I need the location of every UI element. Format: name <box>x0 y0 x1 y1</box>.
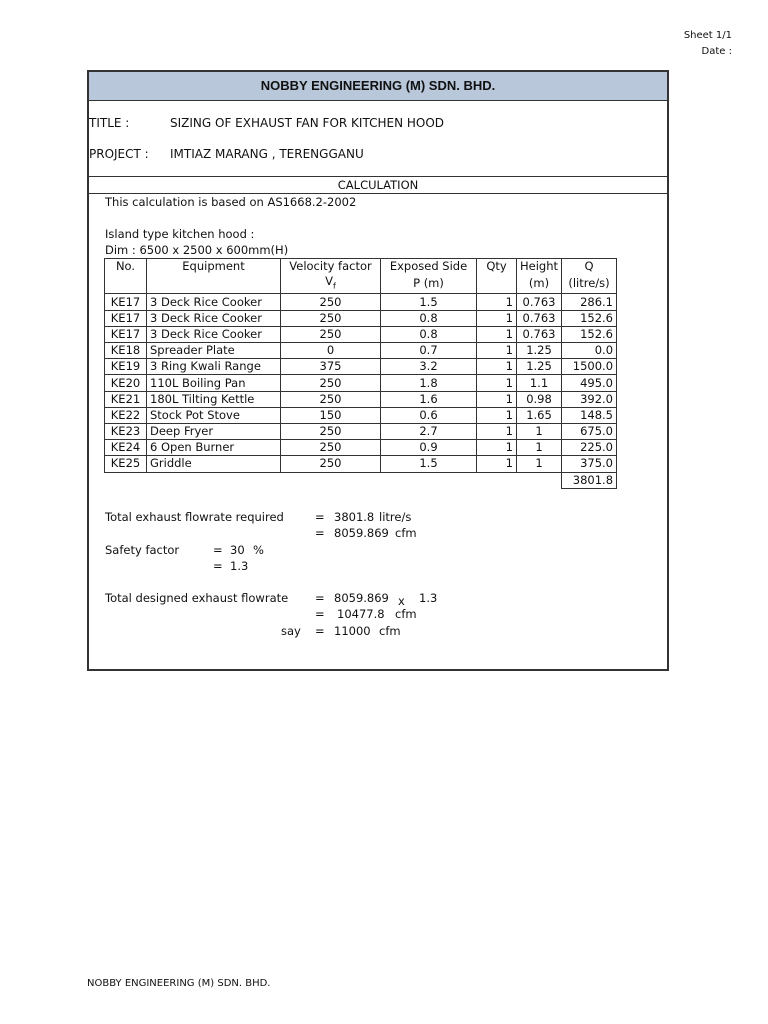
cell-no: KE24 <box>105 440 147 456</box>
cell-equipment: 3 Deck Rice Cooker <box>147 326 281 342</box>
table-header-row <box>105 259 617 275</box>
table-header-row-units <box>105 274 617 294</box>
divider <box>89 176 667 177</box>
cell-qty: 1 <box>477 326 517 342</box>
cell-q: 1500.0 <box>562 359 617 375</box>
header-height-unit: (m) <box>517 274 562 294</box>
cell-no: KE17 <box>105 326 147 342</box>
cell-height: 1.25 <box>517 343 562 359</box>
cell-velocity-factor: 150 <box>281 407 381 423</box>
cell-height: 1 <box>517 423 562 439</box>
cell-qty: 1 <box>477 456 517 472</box>
safety-factor-value: 1.3 <box>230 559 249 573</box>
table-row <box>105 375 617 391</box>
cell-velocity-factor: 250 <box>281 440 381 456</box>
table-row <box>105 456 617 472</box>
cell-q: 152.6 <box>562 326 617 342</box>
cell-height: 1.25 <box>517 359 562 375</box>
unit-cfm: cfm <box>379 624 401 638</box>
equals-sign: = <box>213 559 223 573</box>
cell-height: 0.763 <box>517 294 562 310</box>
total-exhaust-cfm: 8059.869 <box>334 526 389 540</box>
project-label: PROJECT : <box>89 147 149 161</box>
total-row-spacer <box>105 472 147 488</box>
safety-factor-percent: 30 <box>230 543 245 557</box>
cell-velocity-factor: 250 <box>281 294 381 310</box>
cell-q: 375.0 <box>562 456 617 472</box>
table-row <box>105 310 617 326</box>
cell-exposed-side: 1.5 <box>381 456 477 472</box>
designed-base-value: 8059.869 <box>334 591 389 605</box>
hood-dimensions: Dim : 6500 x 2500 x 600mm(H) <box>105 243 289 257</box>
cell-height: 0.763 <box>517 326 562 342</box>
cell-no: KE23 <box>105 423 147 439</box>
cell-no: KE22 <box>105 407 147 423</box>
cell-no: KE17 <box>105 310 147 326</box>
hood-type: Island type kitchen hood : <box>105 227 255 241</box>
cell-qty: 1 <box>477 343 517 359</box>
safety-factor-label: Safety factor <box>105 543 180 557</box>
cell-qty: 1 <box>477 440 517 456</box>
multiply-sign: x <box>398 594 405 608</box>
cell-equipment: 110L Boiling Pan <box>147 375 281 391</box>
header-equipment: Equipment <box>147 259 281 275</box>
header-cell-empty <box>477 274 517 294</box>
cell-velocity-factor: 250 <box>281 391 381 407</box>
cell-qty: 1 <box>477 375 517 391</box>
cell-height: 1 <box>517 440 562 456</box>
total-row-spacer <box>517 472 562 488</box>
header-qty: Qty <box>477 259 517 275</box>
cell-qty: 1 <box>477 294 517 310</box>
cell-velocity-factor: 250 <box>281 310 381 326</box>
cell-exposed-side: 0.8 <box>381 326 477 342</box>
cell-height: 0.98 <box>517 391 562 407</box>
table-row <box>105 423 617 439</box>
designed-factor: 1.3 <box>419 591 438 605</box>
header-velocity-factor-symbol: $V_f$ <box>281 274 381 294</box>
equals-sign: = <box>315 510 325 524</box>
cell-exposed-side: 0.9 <box>381 440 477 456</box>
cell-equipment: 3 Ring Kwali Range <box>147 359 281 375</box>
cell-exposed-side: 3.2 <box>381 359 477 375</box>
cell-equipment: 3 Deck Rice Cooker <box>147 310 281 326</box>
equals-sign: = <box>315 591 325 605</box>
table-total-row <box>105 472 617 488</box>
header-q: Q <box>562 259 617 275</box>
cell-velocity-factor: 250 <box>281 326 381 342</box>
calculation-basis: This calculation is based on AS1668.2-2002 <box>105 195 357 209</box>
cell-equipment: Spreader Plate <box>147 343 281 359</box>
final-cfm-value: 11000 <box>334 624 371 638</box>
equals-sign: = <box>315 624 325 638</box>
cell-height: 1 <box>517 456 562 472</box>
unit-litres: litre/s <box>379 510 412 524</box>
company-header: NOBBY ENGINEERING (M) SDN. BHD. <box>89 72 667 101</box>
say-label: say <box>281 624 301 638</box>
unit-cfm: cfm <box>395 526 417 540</box>
cell-exposed-side: 0.8 <box>381 310 477 326</box>
designed-cfm-value: 10477.8 <box>337 607 385 621</box>
cell-equipment: Deep Fryer <box>147 423 281 439</box>
cell-qty: 1 <box>477 423 517 439</box>
calculation-heading: CALCULATION <box>337 178 419 192</box>
cell-velocity-factor: 375 <box>281 359 381 375</box>
cell-velocity-factor: 250 <box>281 423 381 439</box>
total-exhaust-litres: 3801.8 <box>334 510 375 524</box>
cell-exposed-side: 2.7 <box>381 423 477 439</box>
title-label: TITLE : <box>89 116 130 130</box>
cell-q: 495.0 <box>562 375 617 391</box>
table-row <box>105 359 617 375</box>
cell-velocity-factor: 250 <box>281 375 381 391</box>
cell-exposed-side: 0.6 <box>381 407 477 423</box>
cell-equipment: Griddle <box>147 456 281 472</box>
cell-exposed-side: 1.8 <box>381 375 477 391</box>
equals-sign: = <box>213 543 223 557</box>
table-row <box>105 326 617 342</box>
header-cell-empty <box>105 274 147 294</box>
project-value: IMTIAZ MARANG , TERENGGANU <box>170 147 364 161</box>
vf-subscript: f <box>333 281 336 291</box>
equipment-table <box>104 258 617 489</box>
sheet-info <box>684 28 732 60</box>
cell-exposed-side: 1.5 <box>381 294 477 310</box>
cell-q-total: 3801.8 <box>562 472 617 488</box>
unit-cfm: cfm <box>395 607 417 621</box>
divider <box>89 193 667 194</box>
cell-exposed-side: 1.6 <box>381 391 477 407</box>
equals-sign: = <box>315 607 325 621</box>
cell-qty: 1 <box>477 407 517 423</box>
date-label: Date : <box>701 46 732 57</box>
cell-q: 675.0 <box>562 423 617 439</box>
designed-flowrate-label: Total designed exhaust flowrate <box>105 591 289 605</box>
table-row <box>105 343 617 359</box>
table-row <box>105 440 617 456</box>
total-row-spacer <box>381 472 477 488</box>
cell-qty: 1 <box>477 310 517 326</box>
cell-q: 148.5 <box>562 407 617 423</box>
table-row <box>105 407 617 423</box>
sheet-number: Sheet 1/1 <box>683 30 732 41</box>
header-height: Height <box>517 259 562 275</box>
cell-exposed-side: 0.7 <box>381 343 477 359</box>
header-q-unit: (litre/s) <box>562 274 617 294</box>
title-value: SIZING OF EXHAUST FAN FOR KITCHEN HOOD <box>170 116 445 130</box>
cell-qty: 1 <box>477 359 517 375</box>
header-velocity-factor: Velocity factor <box>281 259 381 275</box>
cell-no: KE19 <box>105 359 147 375</box>
cell-q: 286.1 <box>562 294 617 310</box>
total-row-spacer <box>281 472 381 488</box>
cell-no: KE25 <box>105 456 147 472</box>
total-row-spacer <box>477 472 517 488</box>
cell-no: KE17 <box>105 294 147 310</box>
cell-equipment: 180L Tilting Kettle <box>147 391 281 407</box>
header-no: No. <box>105 259 147 275</box>
cell-no: KE21 <box>105 391 147 407</box>
cell-height: 1.1 <box>517 375 562 391</box>
header-exposed-side-unit: P (m) <box>381 274 477 294</box>
table-row <box>105 391 617 407</box>
footer-company: NOBBY ENGINEERING (M) SDN. BHD. <box>87 978 271 989</box>
cell-q: 0.0 <box>562 343 617 359</box>
header-cell-empty <box>147 274 281 294</box>
cell-no: KE20 <box>105 375 147 391</box>
header-exposed-side: Exposed Side <box>381 259 477 275</box>
total-exhaust-label: Total exhaust flowrate required <box>105 510 284 524</box>
cell-equipment: Stock Pot Stove <box>147 407 281 423</box>
cell-q: 225.0 <box>562 440 617 456</box>
cell-velocity-factor: 250 <box>281 456 381 472</box>
cell-qty: 1 <box>477 391 517 407</box>
cell-height: 0.763 <box>517 310 562 326</box>
cell-no: KE18 <box>105 343 147 359</box>
cell-equipment: 3 Deck Rice Cooker <box>147 294 281 310</box>
total-row-spacer <box>147 472 281 488</box>
cell-height: 1.65 <box>517 407 562 423</box>
table-row <box>105 294 617 310</box>
cell-q: 392.0 <box>562 391 617 407</box>
equals-sign: = <box>315 526 325 540</box>
cell-q: 152.6 <box>562 310 617 326</box>
cell-equipment: 6 Open Burner <box>147 440 281 456</box>
cell-velocity-factor: 0 <box>281 343 381 359</box>
unit-percent: % <box>253 543 264 557</box>
